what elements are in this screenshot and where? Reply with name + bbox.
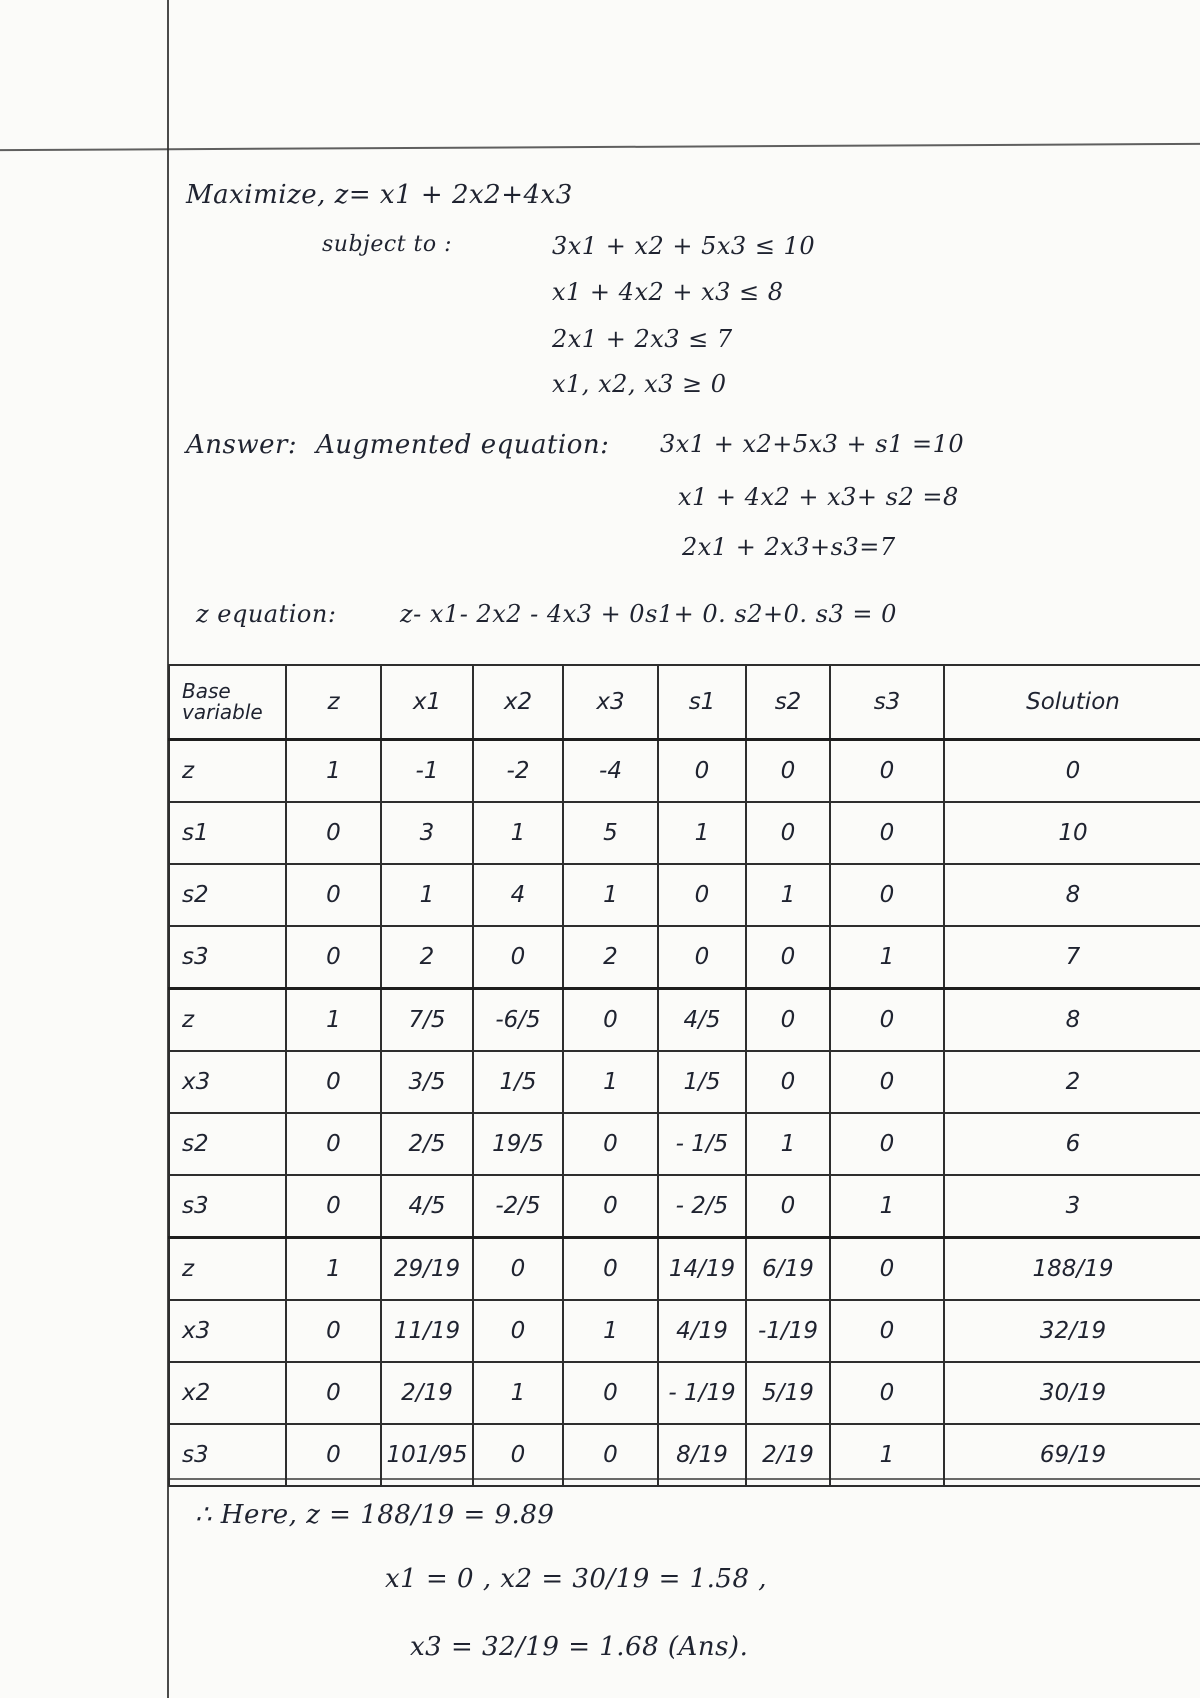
table-row bbox=[169, 926, 1200, 989]
table-cell: 0 bbox=[286, 1113, 381, 1175]
nonnegativity-constraint: x1, x2, x3 ≥ 0 bbox=[552, 370, 727, 398]
table-cell: 0 bbox=[286, 926, 381, 989]
header-s1: s1 bbox=[658, 665, 746, 740]
table-cell: x3 bbox=[169, 1051, 286, 1113]
table-cell: 1 bbox=[563, 1051, 658, 1113]
table-cell: -1/19 bbox=[746, 1300, 830, 1362]
table-cell: 1 bbox=[381, 864, 473, 926]
table-row bbox=[169, 864, 1200, 926]
table-cell: 0 bbox=[563, 1424, 658, 1486]
table-cell: 0 bbox=[830, 864, 944, 926]
table-cell: 7 bbox=[944, 926, 1200, 989]
table-row bbox=[169, 1300, 1200, 1362]
table-cell: -4 bbox=[563, 740, 658, 803]
table-cell: 1 bbox=[286, 740, 381, 803]
table-cell: 0 bbox=[658, 864, 746, 926]
table-cell: 0 bbox=[563, 1238, 658, 1301]
table-cell: 0 bbox=[286, 864, 381, 926]
table-cell: 5/19 bbox=[746, 1362, 830, 1424]
table-cell: 2 bbox=[563, 926, 658, 989]
table-cell: s3 bbox=[169, 1424, 286, 1486]
table-cell: 1/5 bbox=[658, 1051, 746, 1113]
subject-to-label: subject to : bbox=[322, 232, 453, 257]
table-cell: - 1/5 bbox=[658, 1113, 746, 1175]
table-row bbox=[169, 802, 1200, 864]
table-cell: 1 bbox=[286, 989, 381, 1052]
table-cell: 0 bbox=[658, 926, 746, 989]
table-cell: z bbox=[169, 1238, 286, 1301]
table-row bbox=[169, 1051, 1200, 1113]
constraint-2: x1 + 4x2 + x3 ≤ 8 bbox=[552, 278, 784, 306]
table-cell: x2 bbox=[169, 1362, 286, 1424]
table-cell: 4/5 bbox=[381, 1175, 473, 1238]
table-cell: 0 bbox=[830, 1238, 944, 1301]
table-row bbox=[169, 989, 1200, 1052]
table-cell: 1 bbox=[830, 1175, 944, 1238]
result-x1-x2: x1 = 0 , x2 = 30/19 = 1.58 , bbox=[385, 1564, 768, 1594]
problem-title: Maximize, z= x1 + 2x2+4x3 bbox=[186, 180, 573, 210]
table-cell: 30/19 bbox=[944, 1362, 1200, 1424]
table-cell: 29/19 bbox=[381, 1238, 473, 1301]
table-cell: 8 bbox=[944, 989, 1200, 1052]
table-cell: z bbox=[169, 740, 286, 803]
table-cell: 0 bbox=[473, 926, 563, 989]
table-cell: 8 bbox=[944, 864, 1200, 926]
table-cell: 0 bbox=[830, 1051, 944, 1113]
table-cell: 1 bbox=[658, 802, 746, 864]
table-cell: - 2/5 bbox=[658, 1175, 746, 1238]
table-cell: 0 bbox=[830, 740, 944, 803]
table-cell: -6/5 bbox=[473, 989, 563, 1052]
table-cell: 0 bbox=[563, 1362, 658, 1424]
table-cell: s3 bbox=[169, 926, 286, 989]
simplex-table bbox=[168, 664, 1200, 1487]
table-cell: 14/19 bbox=[658, 1238, 746, 1301]
table-bottom-rule bbox=[168, 1478, 1200, 1480]
table-cell: 0 bbox=[286, 802, 381, 864]
table-cell: 7/5 bbox=[381, 989, 473, 1052]
table-cell: s2 bbox=[169, 1113, 286, 1175]
table-cell: 1 bbox=[746, 864, 830, 926]
table-cell: 6/19 bbox=[746, 1238, 830, 1301]
table-cell: 0 bbox=[746, 740, 830, 803]
table-cell: x3 bbox=[169, 1300, 286, 1362]
table-row bbox=[169, 1113, 1200, 1175]
table-cell: 0 bbox=[746, 1175, 830, 1238]
table-cell: 0 bbox=[746, 926, 830, 989]
table-cell: 2 bbox=[381, 926, 473, 989]
table-cell: z bbox=[169, 989, 286, 1052]
table-cell: 1 bbox=[563, 864, 658, 926]
table-cell: s1 bbox=[169, 802, 286, 864]
table-row bbox=[169, 740, 1200, 803]
augmented-equation-2: x1 + 4x2 + x3+ s2 =8 bbox=[678, 483, 959, 511]
table-cell: 3/5 bbox=[381, 1051, 473, 1113]
table-cell: 0 bbox=[746, 1051, 830, 1113]
table-cell: 1 bbox=[830, 1424, 944, 1486]
constraint-1: 3x1 + x2 + 5x3 ≤ 10 bbox=[552, 232, 816, 260]
table-cell: 2/19 bbox=[746, 1424, 830, 1486]
z-equation: z- x1- 2x2 - 4x3 + 0s1+ 0. s2+0. s3 = 0 bbox=[400, 600, 897, 628]
table-cell: 19/5 bbox=[473, 1113, 563, 1175]
table-cell: 2/5 bbox=[381, 1113, 473, 1175]
table-cell: - 1/19 bbox=[658, 1362, 746, 1424]
table-cell: 32/19 bbox=[944, 1300, 1200, 1362]
table-cell: 1 bbox=[473, 1362, 563, 1424]
table-cell: -1 bbox=[381, 740, 473, 803]
table-cell: 1/5 bbox=[473, 1051, 563, 1113]
table-cell: 0 bbox=[746, 989, 830, 1052]
table-cell: 0 bbox=[286, 1300, 381, 1362]
table-cell: 0 bbox=[473, 1238, 563, 1301]
table-cell: 0 bbox=[473, 1300, 563, 1362]
table-cell: 0 bbox=[830, 1113, 944, 1175]
table-cell: 0 bbox=[286, 1362, 381, 1424]
table-cell: 10 bbox=[944, 802, 1200, 864]
table-cell: 2 bbox=[944, 1051, 1200, 1113]
table-cell: 0 bbox=[830, 1300, 944, 1362]
table-cell: -2/5 bbox=[473, 1175, 563, 1238]
table-cell: 1 bbox=[473, 802, 563, 864]
table-cell: 0 bbox=[286, 1424, 381, 1486]
table-cell: 0 bbox=[658, 740, 746, 803]
table-cell: s2 bbox=[169, 864, 286, 926]
header-x2: x2 bbox=[473, 665, 563, 740]
table-cell: 0 bbox=[830, 1362, 944, 1424]
table-cell: s3 bbox=[169, 1175, 286, 1238]
table-cell: 11/19 bbox=[381, 1300, 473, 1362]
table-cell: -2 bbox=[473, 740, 563, 803]
header-x1: x1 bbox=[381, 665, 473, 740]
table-cell: 69/19 bbox=[944, 1424, 1200, 1486]
table-cell: 0 bbox=[563, 1175, 658, 1238]
table-row bbox=[169, 1238, 1200, 1301]
table-cell: 0 bbox=[830, 989, 944, 1052]
answer-label: Answer: bbox=[186, 430, 298, 460]
result-x3: x3 = 32/19 = 1.68 (Ans). bbox=[410, 1632, 749, 1662]
table-cell: 0 bbox=[563, 1113, 658, 1175]
table-row bbox=[169, 1362, 1200, 1424]
augmented-equation-3: 2x1 + 2x3+s3=7 bbox=[682, 533, 896, 561]
header-s3: s3 bbox=[830, 665, 944, 740]
result-z: ∴ Here, z = 188/19 = 9.89 bbox=[195, 1500, 555, 1530]
header-z: z bbox=[286, 665, 381, 740]
table-cell: 0 bbox=[746, 802, 830, 864]
table-cell: 8/19 bbox=[658, 1424, 746, 1486]
table-cell: 0 bbox=[286, 1175, 381, 1238]
table-cell: 6 bbox=[944, 1113, 1200, 1175]
table-cell: 4/19 bbox=[658, 1300, 746, 1362]
table-cell: 1 bbox=[286, 1238, 381, 1301]
table-cell: 0 bbox=[563, 989, 658, 1052]
constraint-3: 2x1 + 2x3 ≤ 7 bbox=[552, 325, 733, 353]
augmented-label: Augmented equation: bbox=[316, 430, 610, 460]
table-cell: 5 bbox=[563, 802, 658, 864]
header-x3: x3 bbox=[563, 665, 658, 740]
table-cell: 2/19 bbox=[381, 1362, 473, 1424]
table-cell: 4/5 bbox=[658, 989, 746, 1052]
table-cell: 0 bbox=[944, 740, 1200, 803]
table-cell: 0 bbox=[473, 1424, 563, 1486]
table-row bbox=[169, 1424, 1200, 1486]
z-equation-label: z equation: bbox=[196, 600, 337, 628]
table-cell: 3 bbox=[381, 802, 473, 864]
header-rule bbox=[0, 143, 1200, 151]
header-solution: Solution bbox=[944, 665, 1200, 740]
table-row bbox=[169, 1175, 1200, 1238]
table-cell: 4 bbox=[473, 864, 563, 926]
table-cell: 188/19 bbox=[944, 1238, 1200, 1301]
table-cell: 1 bbox=[746, 1113, 830, 1175]
table-cell: 0 bbox=[830, 802, 944, 864]
augmented-equation-1: 3x1 + x2+5x3 + s1 =10 bbox=[660, 430, 965, 458]
table-cell: 0 bbox=[286, 1051, 381, 1113]
table-cell: 3 bbox=[944, 1175, 1200, 1238]
table-cell: 1 bbox=[563, 1300, 658, 1362]
table-cell: 1 bbox=[830, 926, 944, 989]
table-header-row bbox=[169, 665, 1200, 740]
header-base-variable: Base variable bbox=[169, 665, 286, 740]
table-cell: 101/95 bbox=[381, 1424, 473, 1486]
header-s2: s2 bbox=[746, 665, 830, 740]
